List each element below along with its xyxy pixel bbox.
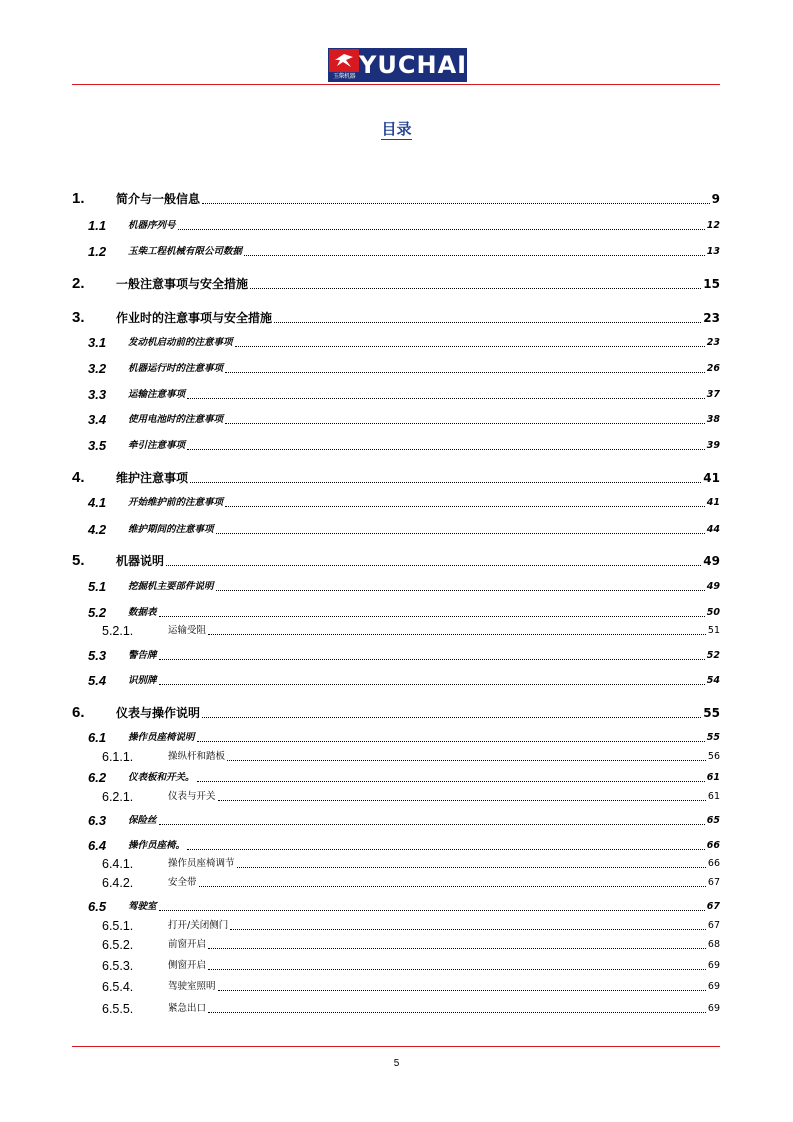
toc-entry-page: 66	[707, 858, 720, 869]
toc-entry-label: 牵引注意事项	[128, 440, 186, 451]
toc-leader-dots	[197, 741, 705, 742]
logo-emblem	[329, 49, 359, 81]
toc-entry-page: 61	[707, 791, 720, 802]
toc-entry-number: 6.5.2.	[102, 938, 134, 952]
logo-subtext: 玉柴机器	[329, 72, 359, 81]
toc-entry-label: 安全带	[168, 877, 197, 888]
page-title: 目录	[381, 120, 412, 138]
toc-entry-page: 67	[706, 901, 720, 912]
toc-leader-dots	[208, 969, 706, 970]
toc-entry-number: 6.5.4.	[102, 980, 134, 994]
toc-entry-label: 玉柴工程机械有限公司数据	[128, 246, 243, 257]
footer-rule	[72, 1046, 720, 1047]
toc-entry[interactable]	[72, 496, 720, 510]
toc-entry-number: 6.4.1.	[102, 857, 134, 871]
toc-entry[interactable]	[72, 624, 720, 638]
toc-entry-number: 6.5.5.	[102, 1002, 134, 1016]
toc-entry-number: 4.	[72, 469, 85, 486]
toc-entry-label: 发动机启动前的注意事项	[128, 337, 233, 348]
toc-entry-page: 23	[703, 311, 720, 325]
toc-leader-dots	[208, 948, 706, 949]
toc-leader-dots	[274, 322, 701, 323]
toc-entry-label: 运输注意事项	[128, 389, 186, 400]
toc-entry-page: 38	[706, 414, 720, 425]
toc-entry-label: 保险丝	[128, 815, 157, 826]
toc-entry-label: 仪表板和开关。	[128, 772, 195, 783]
toc-entry-page: 23	[706, 337, 720, 348]
toc-leader-dots	[218, 800, 706, 801]
toc-entry-page: 66	[706, 840, 720, 851]
toc-leader-dots	[159, 910, 705, 911]
toc-entry-number: 6.4	[88, 838, 107, 853]
toc-entry-label: 操作员座椅。	[128, 840, 186, 851]
toc-entry[interactable]	[72, 362, 720, 376]
toc-entry-page: 9	[711, 192, 720, 206]
toc-entry-page: 26	[706, 363, 720, 374]
toc-leader-dots	[159, 659, 705, 660]
toc-entry-page: 55	[706, 732, 720, 743]
toc-entry[interactable]	[72, 649, 720, 663]
toc-entry-page: 39	[706, 440, 720, 451]
toc-entry-page: 67	[707, 877, 720, 888]
toc-entry-page: 51	[707, 625, 720, 636]
page-number: 5	[393, 1058, 400, 1069]
toc-entry[interactable]	[72, 876, 720, 890]
toc-entry-page: 67	[707, 920, 720, 931]
toc-entry[interactable]	[72, 705, 720, 721]
toc-entry-page: 41	[706, 497, 720, 508]
toc-entry[interactable]	[72, 580, 720, 594]
toc-entry-label: 操纵杆和踏板	[168, 751, 226, 762]
toc-entry-page: 15	[703, 277, 720, 291]
toc-entry-number: 1.1	[88, 218, 107, 233]
toc-entry-label: 前窗开启	[168, 939, 207, 950]
toc-entry[interactable]	[72, 900, 720, 914]
toc-entry[interactable]	[72, 553, 720, 569]
toc-entry-number: 6.2.1.	[102, 790, 134, 804]
toc-leader-dots	[187, 849, 705, 850]
toc-entry[interactable]	[72, 439, 720, 453]
toc-entry[interactable]	[72, 523, 720, 537]
toc-entry-number: 1.2	[88, 244, 107, 259]
toc-entry-page: 69	[707, 981, 720, 992]
toc-entry-number: 6.5.3.	[102, 959, 134, 973]
toc-entry-number: 6.5	[88, 899, 107, 914]
toc-entry-label: 机器序列号	[128, 220, 176, 231]
toc-entry-page: 50	[706, 607, 720, 618]
toc-entry[interactable]	[72, 606, 720, 620]
toc-entry-number: 6.3	[88, 813, 107, 828]
toc-entry-number: 5.	[72, 552, 85, 569]
toc-entry[interactable]	[72, 959, 720, 973]
toc-leader-dots	[187, 449, 705, 450]
toc-leader-dots	[159, 824, 705, 825]
toc-entry-label: 数据表	[128, 607, 157, 618]
toc-leader-dots	[166, 565, 701, 566]
toc-leader-dots	[225, 372, 705, 373]
toc-leader-dots	[178, 229, 705, 230]
toc-entry-page: 12	[706, 220, 720, 231]
toc-leader-dots	[187, 398, 705, 399]
toc-entry[interactable]	[72, 674, 720, 688]
toc-entry-page: 65	[706, 815, 720, 826]
toc-leader-dots	[225, 423, 705, 424]
toc-leader-dots	[230, 929, 706, 930]
toc-leader-dots	[225, 506, 705, 507]
toc-entry-number: 4.1	[88, 495, 107, 510]
toc-entry[interactable]	[72, 938, 720, 952]
toc-entry[interactable]	[72, 310, 720, 326]
toc-leader-dots	[190, 482, 701, 483]
toc-entry[interactable]	[72, 980, 720, 994]
toc-entry-number: 5.2	[88, 605, 107, 620]
toc-entry-label: 运输受阻	[168, 625, 207, 636]
toc-entry-label: 驾驶室	[128, 901, 157, 912]
toc-entry-label: 简介与一般信息	[116, 192, 201, 206]
toc-entry[interactable]	[72, 388, 720, 402]
toc-entry-number: 5.4	[88, 673, 107, 688]
toc-entry-page: 44	[706, 524, 720, 535]
toc-entry-number: 5.1	[88, 579, 107, 594]
toc-entry[interactable]	[72, 814, 720, 828]
toc-entry[interactable]	[72, 1002, 720, 1016]
toc-leader-dots	[218, 990, 706, 991]
header-rule	[72, 84, 720, 85]
toc-leader-dots	[216, 533, 705, 534]
toc-entry-label: 仪表与开关	[168, 791, 216, 802]
toc-entry-label: 挖掘机主要部件说明	[128, 581, 214, 592]
toc-leader-dots	[202, 203, 710, 204]
toc-entry[interactable]	[72, 857, 720, 871]
toc-entry[interactable]	[72, 219, 720, 233]
toc-leader-dots	[208, 1012, 706, 1013]
toc-entry-page: 61	[706, 772, 720, 783]
toc-entry-label: 警告牌	[128, 650, 157, 661]
toc-entry-label: 操作员座椅说明	[128, 732, 195, 743]
toc-entry[interactable]	[72, 336, 720, 350]
toc-entry-label: 一般注意事项与安全措施	[116, 277, 249, 291]
toc-entry-label: 侧窗开启	[168, 960, 207, 971]
toc-entry-page: 69	[707, 1003, 720, 1014]
toc-leader-dots	[244, 255, 705, 256]
toc-entry-number: 5.3	[88, 648, 107, 663]
toc-leader-dots	[159, 616, 705, 617]
toc-entry-page: 13	[706, 246, 720, 257]
toc-entry-label: 开始维护前的注意事项	[128, 497, 224, 508]
toc-entry-number: 6.4.2.	[102, 876, 134, 890]
toc-leader-dots	[208, 634, 706, 635]
toc-entry-label: 操作员座椅调节	[168, 858, 235, 869]
toc-entry-number: 1.	[72, 190, 85, 207]
toc-entry[interactable]	[72, 413, 720, 427]
toc-leader-dots	[237, 867, 706, 868]
toc-entry-page: 37	[706, 389, 720, 400]
toc-entry-number: 5.2.1.	[102, 624, 134, 638]
logo-symbol-icon	[333, 51, 355, 70]
company-logo	[328, 48, 467, 82]
toc-entry-label: 使用电池时的注意事项	[128, 414, 224, 425]
toc-entry-page: 69	[707, 960, 720, 971]
toc-leader-dots	[199, 886, 706, 887]
toc-entry-page: 55	[703, 706, 720, 720]
toc-leader-dots	[216, 590, 705, 591]
toc-entry-number: 3.1	[88, 335, 107, 350]
toc-entry-page: 49	[706, 581, 720, 592]
toc-entry[interactable]	[72, 470, 720, 486]
toc-entry[interactable]	[72, 750, 720, 764]
toc-entry-number: 3.4	[88, 412, 107, 427]
toc-entry-number: 6.5.1.	[102, 919, 134, 933]
toc-entry-label: 打开/关闭侧门	[168, 920, 229, 931]
toc-leader-dots	[159, 684, 705, 685]
toc-entry[interactable]	[72, 245, 720, 259]
toc-leader-dots	[250, 288, 701, 289]
toc-entry-page: 49	[703, 554, 720, 568]
toc-entry[interactable]	[72, 839, 720, 853]
toc-leader-dots	[235, 346, 705, 347]
toc-entry-label: 仪表与操作说明	[116, 706, 201, 720]
toc-entry-number: 3.	[72, 309, 85, 326]
toc-entry-label: 维护注意事项	[116, 471, 189, 485]
toc-entry[interactable]	[72, 276, 720, 292]
toc-entry-label: 机器说明	[116, 554, 165, 568]
toc-entry-label: 驾驶室照明	[168, 981, 216, 992]
toc-entry-number: 3.3	[88, 387, 107, 402]
toc-entry[interactable]	[72, 731, 720, 745]
toc-entry-number: 3.2	[88, 361, 107, 376]
toc-entry-number: 6.	[72, 704, 85, 721]
toc-entry-label: 机器运行时的注意事项	[128, 363, 224, 374]
toc-entry[interactable]	[72, 790, 720, 804]
toc-entry-page: 56	[707, 751, 720, 762]
toc-entry[interactable]	[72, 191, 720, 207]
toc-entry-number: 6.1	[88, 730, 107, 745]
toc-leader-dots	[227, 760, 706, 761]
toc-entry-label: 紧急出口	[168, 1003, 207, 1014]
toc-entry-label: 作业时的注意事项与安全措施	[116, 311, 273, 325]
toc-leader-dots	[202, 717, 701, 718]
toc-entry-number: 3.5	[88, 438, 107, 453]
logo-wordmark: YUCHAI	[359, 51, 468, 79]
toc-leader-dots	[197, 781, 705, 782]
toc-entry[interactable]	[72, 771, 720, 785]
toc-entry-number: 6.2	[88, 770, 107, 785]
toc-entry-label: 维护期间的注意事项	[128, 524, 214, 535]
toc-entry-number: 6.1.1.	[102, 750, 134, 764]
toc-entry-page: 41	[703, 471, 720, 485]
toc-entry-label: 识别牌	[128, 675, 157, 686]
toc-entry-number: 2.	[72, 275, 85, 292]
toc-entry-page: 68	[707, 939, 720, 950]
toc-entry[interactable]	[72, 919, 720, 933]
toc-entry-page: 54	[706, 675, 720, 686]
toc-entry-number: 4.2	[88, 522, 107, 537]
toc-entry-page: 52	[706, 650, 720, 661]
